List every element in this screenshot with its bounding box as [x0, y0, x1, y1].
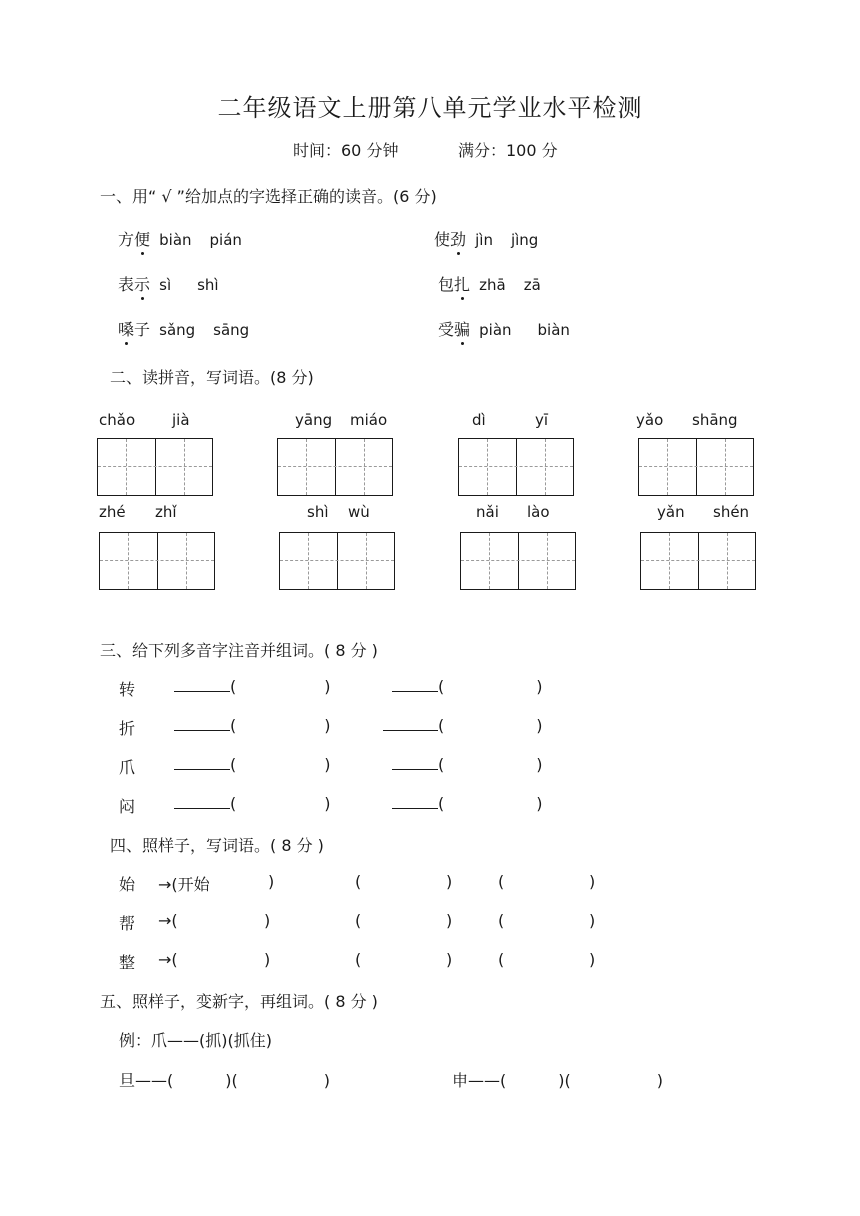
writing-grid[interactable] [458, 438, 574, 496]
pinyin-blank[interactable] [174, 716, 230, 731]
pinyin-option[interactable]: sāng [213, 321, 250, 339]
open-paren: ( [438, 794, 445, 813]
word-pinyin: yǎo [636, 411, 664, 429]
word-pinyin: miáo [350, 411, 388, 429]
pinyin-option[interactable]: biàn [537, 321, 570, 339]
word-pinyin: shén [713, 503, 750, 521]
close-paren: ) [536, 755, 543, 774]
open-paren: ( [438, 755, 445, 774]
pinyin-blank[interactable] [392, 677, 438, 692]
pinyin-option[interactable]: shì [197, 276, 219, 294]
answer-row [174, 755, 331, 774]
s4-char: 始 [119, 875, 136, 894]
open-paren: ( [438, 677, 445, 696]
s1-dotted-char: 示 [134, 272, 150, 295]
answer-row [383, 716, 543, 735]
close-paren: ) [536, 716, 543, 735]
writing-grid[interactable] [279, 532, 395, 590]
s1-dotted-char: 骗 [454, 317, 470, 340]
page-title: 二年级语文上册第八单元学业水平检测 [217, 94, 643, 122]
answer-row [392, 755, 543, 774]
pinyin-blank[interactable] [174, 677, 230, 692]
s1-item-6 [438, 317, 570, 340]
close-paren: ) [324, 755, 331, 774]
s1-item-1 [118, 227, 242, 250]
close-paren: ) [536, 677, 543, 696]
close-paren: ) [589, 950, 596, 969]
open-paren: ( [230, 677, 237, 696]
close-paren: ) [323, 1071, 330, 1090]
writing-grid[interactable] [99, 532, 215, 590]
s1-item-3 [118, 272, 219, 295]
full-score: 满分：100 分 [458, 141, 558, 160]
s1-item-5 [118, 317, 249, 340]
word-pinyin: wù [348, 503, 370, 521]
answer-row [392, 794, 543, 813]
open-paren: ( [230, 794, 237, 813]
section4-heading: 四、照样子，写词语。( 8 分 ) [110, 836, 324, 855]
word-pinyin: zhé [99, 503, 126, 521]
word-pinyin: chǎo [99, 411, 136, 429]
writing-grid[interactable] [97, 438, 213, 496]
section1-heading: 一、用“ √ ”给加点的字选择正确的读音。(6 分) [100, 187, 437, 206]
s5-item-text: 旦——( [119, 1071, 174, 1090]
writing-grid[interactable] [277, 438, 393, 496]
pinyin-blank[interactable] [383, 716, 438, 731]
answer-row [392, 677, 543, 696]
pinyin-option[interactable]: piàn [479, 321, 512, 339]
s1-dotted-char: 嗓 [118, 317, 134, 340]
s1-pre: 方 [118, 230, 135, 249]
answer-row [174, 794, 331, 813]
word-pinyin: dì [472, 411, 486, 429]
s4-example: →( [158, 950, 178, 969]
writing-grid[interactable] [460, 532, 576, 590]
s5-example: 例：爪——(抓)(抓住) [119, 1031, 272, 1050]
word-pinyin: nǎi [476, 503, 499, 521]
open-paren: ( [498, 950, 505, 969]
pinyin-option[interactable]: pián [209, 231, 242, 249]
pinyin-option[interactable]: biàn [159, 231, 192, 249]
s4-char: 帮 [119, 914, 136, 933]
s5-item-2 [452, 1068, 663, 1091]
s4-example: →( [158, 911, 178, 930]
s1-item-4 [438, 272, 541, 295]
pinyin-blank[interactable] [174, 794, 230, 809]
polyphone-char: 转 [119, 680, 136, 699]
s1-dotted-char: 便 [134, 227, 150, 250]
writing-grid[interactable] [638, 438, 754, 496]
open-paren: ( [355, 911, 362, 930]
polyphone-char: 闷 [119, 797, 136, 816]
paren-pair: )( [558, 1071, 571, 1090]
s5-item-text: 申——( [452, 1071, 507, 1090]
close-paren: ) [446, 950, 453, 969]
s5-item-1 [119, 1068, 330, 1091]
open-paren: ( [498, 872, 505, 891]
word-pinyin: yī [535, 411, 549, 429]
word-pinyin: yāng [295, 411, 333, 429]
section2-heading: 二、读拼音，写词语。(8 分) [110, 368, 314, 387]
writing-grid[interactable] [640, 532, 756, 590]
open-paren: ( [230, 716, 237, 735]
close-paren: ) [446, 872, 453, 891]
answer-row [174, 716, 331, 735]
close-paren: ) [446, 911, 453, 930]
close-paren: ) [589, 872, 596, 891]
close-paren: ) [324, 794, 331, 813]
pinyin-option[interactable]: jìn [475, 231, 493, 249]
s1-pre: 包 [438, 275, 455, 294]
pinyin-blank[interactable] [392, 755, 438, 770]
open-paren: ( [230, 755, 237, 774]
close-paren: ) [324, 716, 331, 735]
word-pinyin: lào [527, 503, 550, 521]
s4-char: 整 [119, 953, 136, 972]
close-paren: ) [324, 677, 331, 696]
close-paren: ) [268, 872, 275, 891]
polyphone-char: 折 [119, 719, 136, 738]
s1-pre: 表 [118, 275, 135, 294]
pinyin-option[interactable]: zhā [479, 276, 506, 294]
pinyin-option[interactable]: jìng [510, 231, 539, 249]
word-pinyin: shì [307, 503, 329, 521]
paren-pair: )( [225, 1071, 238, 1090]
s1-dotted-char: 劲 [450, 227, 466, 250]
s4-example: →(开始 [158, 875, 210, 894]
word-pinyin: jià [172, 411, 190, 429]
close-paren: ) [264, 911, 271, 930]
answer-row [174, 677, 331, 696]
pinyin-option[interactable]: zā [523, 276, 541, 294]
close-paren: ) [656, 1071, 663, 1090]
pinyin-option[interactable]: sì [159, 276, 172, 294]
pinyin-blank[interactable] [174, 755, 230, 770]
s1-pre: 使 [434, 230, 451, 249]
s1-dotted-char: 扎 [454, 272, 470, 295]
close-paren: ) [536, 794, 543, 813]
polyphone-char: 爪 [119, 758, 136, 777]
s1-post: 子 [134, 320, 151, 339]
word-pinyin: zhǐ [155, 503, 177, 521]
open-paren: ( [438, 716, 445, 735]
s1-pre: 受 [438, 320, 455, 339]
open-paren: ( [498, 911, 505, 930]
close-paren: ) [264, 950, 271, 969]
exam-time: 时间：60 分钟 [293, 141, 399, 160]
pinyin-blank[interactable] [392, 794, 438, 809]
open-paren: ( [355, 950, 362, 969]
section5-heading: 五、照样子，变新字，再组词。( 8 分 ) [100, 992, 378, 1011]
word-pinyin: shāng [692, 411, 738, 429]
s1-item-2 [434, 227, 538, 250]
close-paren: ) [589, 911, 596, 930]
pinyin-option[interactable]: sǎng [159, 321, 196, 339]
open-paren: ( [355, 872, 362, 891]
section3-heading: 三、给下列多音字注音并组词。( 8 分 ) [100, 641, 378, 660]
word-pinyin: yǎn [657, 503, 685, 521]
